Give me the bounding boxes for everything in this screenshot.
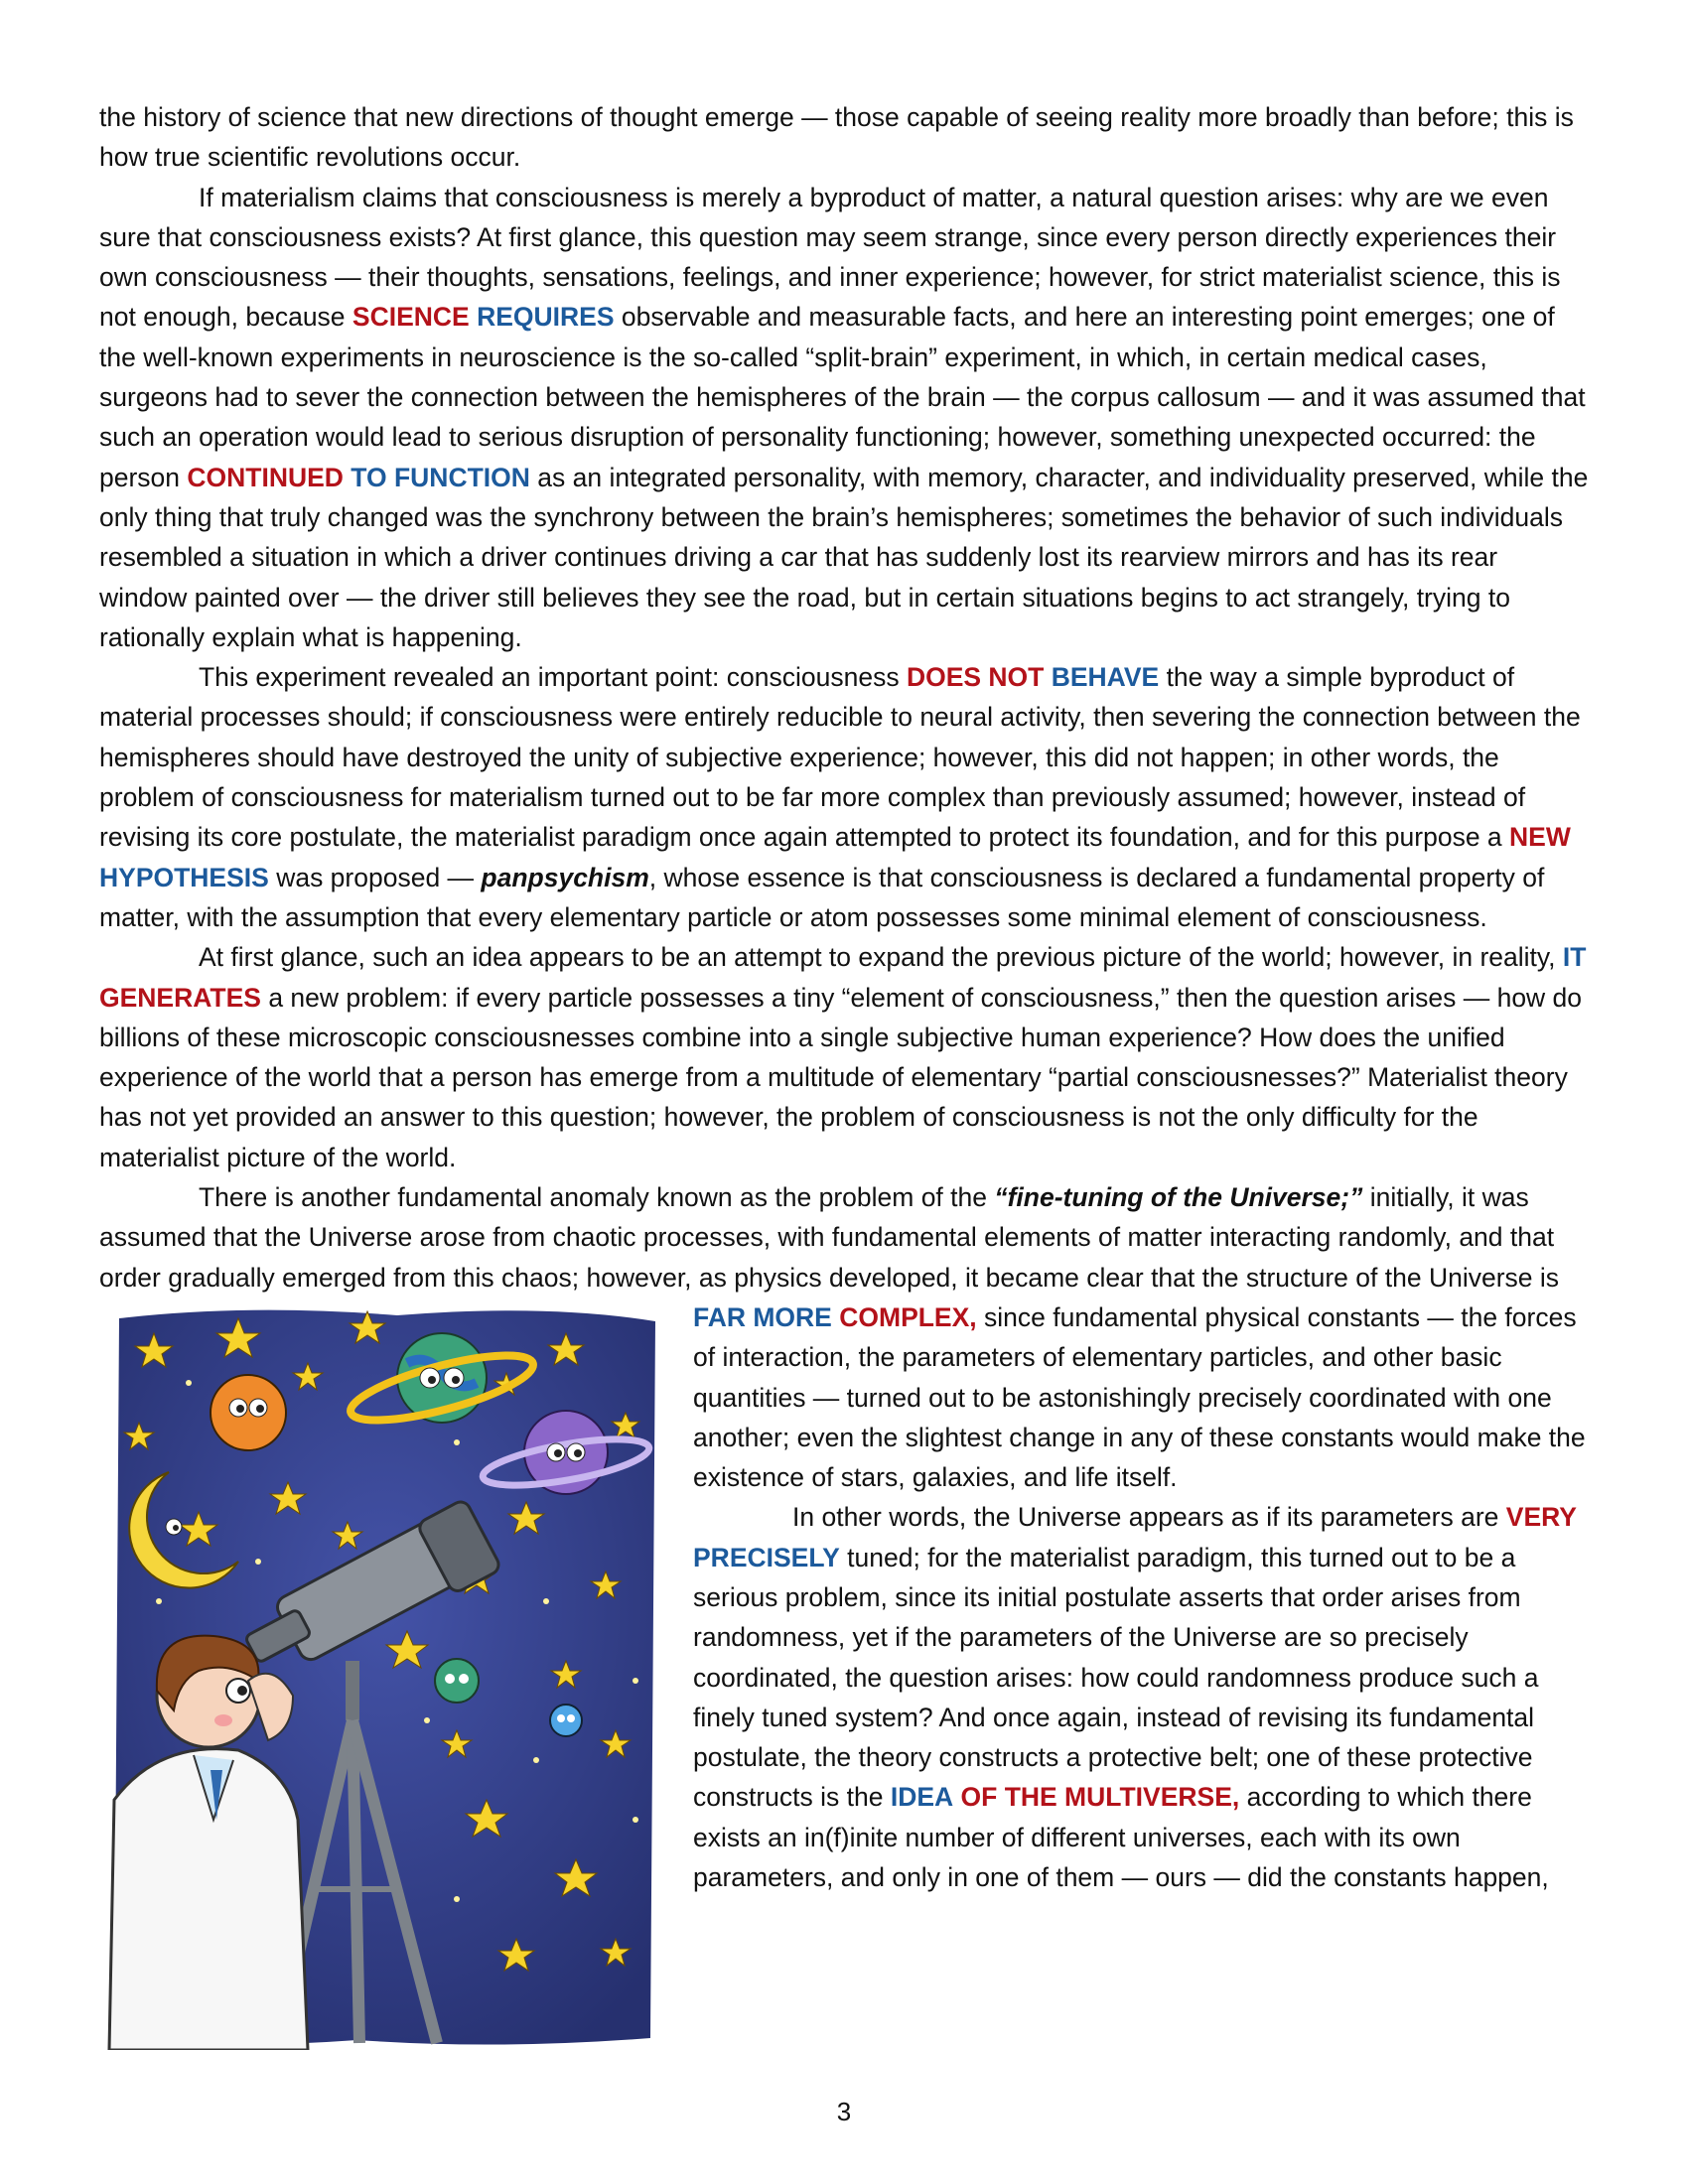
small-earth-icon [435, 1659, 479, 1703]
text-run: according to which there exists an in(f)inite number of different universes, each with its own parameters, and only in one of them — ours — did the constants happen, [693, 1782, 1549, 1893]
small-blue-planet-icon [550, 1705, 582, 1736]
text-run: If materialism claims that consciousness is merely a byproduct of matter, a natural question arises: why are we even sure that consciousness exists? At first glance, this question may seem strange, since every person directly experiences their own consciousness — their thoughts, sensations, feelings, and inner experience; however, for strict materialist science, this is not enough, because [99, 182, 1561, 333]
text-run: , whose essence is that consciousness is declared a fundamental property of matter, with the assumption that every elementary particle or atom possesses some minimal element of consciousness. [99, 862, 1545, 932]
text-run: At first glance, such an idea appears to be an attempt to expand the previous picture of the world; however, in reality, [199, 942, 1563, 973]
paragraph-4 [99, 937, 1589, 1177]
text-run: since fundamental physical constants — the forces of interaction, the parameters of elementary particles, and other basic quantities — turned out to be astonishingly precisely coordinated with one another; even the slightest change in any of these constants would make the existence of stars, galaxies, and life itself. [693, 1301, 1586, 1493]
astronomer-illustration [99, 1297, 665, 2056]
illustration-svg [99, 1303, 665, 2050]
text-run: observable and measurable facts, and here an interesting point emerges; one of the well-known experiments in neuroscience is the so-called “split-brain” experiment, in which, in certain medical cases, surgeons had to sever the connection between the hemispheres of the brain — the corpus callosum — and it was assumed that such an operation would lead to serious disruption of personality functioning; however, something unexpected occurred: the person [99, 302, 1586, 492]
highlight-to-function: TO FUNCTION [351, 462, 530, 492]
text-run: In other words, the Universe appears as if its parameters are [792, 1502, 1506, 1533]
highlight-science: SCIENCE [352, 302, 470, 333]
highlight-precisely: PRECISELY [693, 1542, 840, 1572]
highlight-behave: BEHAVE [1051, 662, 1160, 693]
highlight-it: IT [1562, 942, 1587, 973]
highlight-requires: REQUIRES [477, 302, 615, 333]
text-run: There is another fundamental anomaly known as the problem of the [199, 1182, 995, 1213]
highlight-new: NEW [1509, 822, 1571, 853]
highlight-far-more: FAR MORE [693, 1301, 832, 1332]
highlight-complex: COMPLEX, [839, 1301, 977, 1332]
text-run: a new problem: if every particle possesses a tiny “element of consciousness,” then the question arises — how do billions of these microscopic consciousnesses combine into a single subjective human experience? How does the unified experience of the world that a person has emerge from a multitude of elementary “partial consciousnesses?” Materialist theory has not yet provided an answer to this question; however, the problem of consciousness is not the only difficulty for the materialist picture of the world. [99, 982, 1583, 1172]
emphasis-panpsychism: panpsychism [481, 862, 649, 892]
paragraph-3 [99, 657, 1589, 937]
text-run: tuned; for the materialist paradigm, this turned out to be a serious problem, since its initial postulate asserts that order arises from randomness, yet if the parameters of the Universe are so precisely coordinated, the question arises: how could randomness produce such a finely tuned system? And once again, instead of revising its fundamental postulate, the theory constructs a protective belt; one of these protective constructs is the [693, 1542, 1539, 1813]
text-run: as an integrated personality, with memory, character, and individuality preserved, while the only thing that truly changed was the synchrony between the brain’s hemispheres; sometimes the behavior of such individuals resembled a situation in which a driver continues driving a car that has suddenly lost its rearview mirrors and has its rear window painted over — the driver still believes they see the road, but in certain situations begins to act strangely, trying to rationally explain what is happening. [99, 462, 1589, 652]
page-number: 3 [836, 2097, 852, 2126]
paragraph-2 [99, 178, 1589, 658]
highlight-idea: IDEA [890, 1782, 954, 1813]
text-run: initially, it was assumed that the Universe arose from chaotic processes, with fundamental elements of matter interacting randomly, and that order gradually emerged from this chaos; however, as physics developed, it became clear that the structure of the Universe is [99, 1182, 1560, 1293]
highlight-does-not: DOES NOT [906, 662, 1045, 693]
highlight-of-the-multiverse: OF THE MULTIVERSE, [960, 1782, 1240, 1813]
highlight-hypothesis: HYPOTHESIS [99, 862, 269, 892]
highlight-continued: CONTINUED [187, 462, 344, 492]
emphasis-fine-tuning: “fine-tuning of the Universe;” [994, 1182, 1363, 1213]
paragraph-1: the history of science that new directions of thought emerge — those capable of seeing reality more broadly than before; this is how true scientific revolutions occur. [99, 102, 1574, 173]
text-run: was proposed — [268, 862, 482, 892]
highlight-very: VERY [1505, 1502, 1577, 1533]
document-body [99, 97, 1589, 2056]
text-run: the way a simple byproduct of material processes should; if consciousness were entirely reducible to neural activity, then severing the connection between the hemispheres should have destroyed the unity of subjective experience; however, this did not happen; in other words, the problem of consciousness for materialism turned out to be far more complex than previously assumed; however, instead of revising its core postulate, the materialist paradigm once again attempted to protect its foundation, and for this purpose a [99, 662, 1581, 853]
orange-planet-icon [211, 1375, 286, 1450]
paragraph-5-lead [99, 1177, 1589, 1297]
highlight-generates: GENERATES [99, 982, 261, 1013]
text-run: This experiment revealed an important point: consciousness [199, 662, 907, 693]
